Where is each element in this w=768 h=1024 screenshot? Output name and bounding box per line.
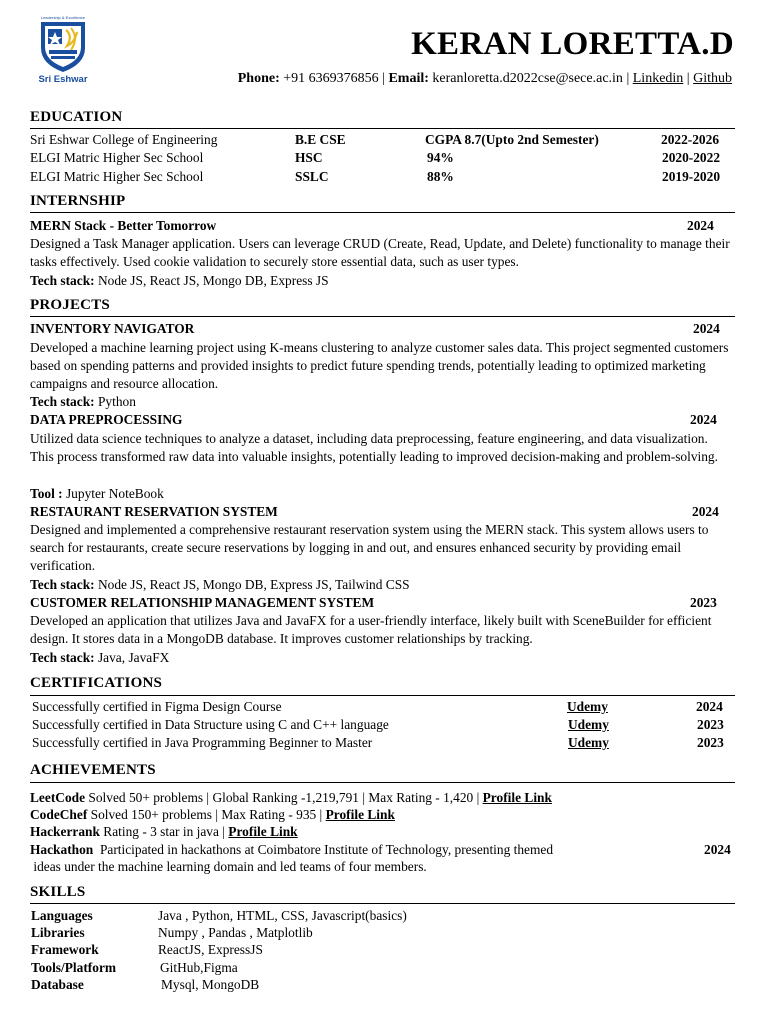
achievement-text: Rating - 3 star in java | <box>99 824 229 839</box>
project-tech <box>30 393 735 411</box>
logo-text: Sri Eshwar <box>38 74 88 85</box>
project-title <box>30 320 735 338</box>
hackathon-year: 2024 <box>704 842 731 857</box>
certification-row <box>30 717 735 735</box>
achievement-text: Participated in hackathons at Coimbatore Institute of Technology, presenting themed <box>93 842 554 857</box>
school-name: ELGI Matric Higher Sec School <box>30 169 204 184</box>
achievement-text: Solved 150+ problems | Max Rating - 935 | <box>87 807 326 822</box>
education-row <box>30 150 735 168</box>
certification-row <box>30 699 735 717</box>
internship-tech <box>30 272 735 290</box>
college-logo <box>35 12 91 88</box>
separator: | <box>382 71 385 86</box>
skill-row <box>30 960 735 978</box>
phone-value: +91 6369376856 <box>283 71 379 86</box>
project-year: 2023 <box>690 595 717 610</box>
education-row <box>30 132 735 150</box>
tech-value: Node JS, React JS, Mongo DB, Express JS <box>94 273 329 288</box>
tech-label: Tool : <box>30 486 63 501</box>
skill-value: Mysql, MongoDB <box>161 977 260 992</box>
achievement-item <box>30 823 735 841</box>
linkedin-link[interactable]: Linkedin <box>632 71 684 86</box>
project-description: Developed an application that utilizes Java and JavaFX for a user-friendly interface, likely built with SceneBuilder for efficient design. It stores data in a MongoDB database. It improves customer relationships by tracking. <box>30 613 712 647</box>
skill-value: ReactJS, ExpressJS <box>158 942 263 957</box>
skills-title: SKILLS <box>30 884 86 900</box>
skill-label: Database <box>31 977 84 992</box>
section-divider <box>30 128 735 129</box>
certification-text: Successfully certified in Java Programming Beginner to Master <box>32 735 373 750</box>
project-name: RESTAURANT RESERVATION SYSTEM <box>30 504 278 519</box>
achievement-item <box>30 806 735 824</box>
separator: | <box>686 71 690 86</box>
skill-label: Languages <box>31 908 93 923</box>
section-divider <box>30 212 735 213</box>
project-year: 2024 <box>690 412 717 427</box>
internship-role <box>30 217 735 235</box>
project-tech <box>30 485 735 503</box>
profile-link[interactable]: Profile Link <box>228 824 298 839</box>
internship-title: INTERNSHIP <box>30 193 126 209</box>
certification-text: Successfully certified in Data Structure using C and C++ language <box>32 717 389 732</box>
profile-link[interactable]: Profile Link <box>325 807 395 822</box>
tech-value: Node JS, React JS, Mongo DB, Express JS, Tailwind CSS <box>94 577 410 592</box>
email-value: keranloretta.d2022cse@sece.ac.in <box>432 71 623 86</box>
tech-value: Python <box>94 394 136 409</box>
section-divider <box>30 903 735 904</box>
email-label: Email: <box>388 71 429 86</box>
achievements-title: ACHIEVEMENTS <box>30 762 156 778</box>
years: 2020-2022 <box>662 150 721 165</box>
internship-year: 2024 <box>687 218 714 233</box>
achievement-item <box>30 789 735 807</box>
skill-value: Numpy , Pandas , Matplotlib <box>158 925 313 940</box>
candidate-name: KERAN LORETTA.D <box>411 26 734 62</box>
project-name: INVENTORY NAVIGATOR <box>30 321 195 336</box>
tech-label: Tech stack: <box>30 650 95 665</box>
github-link[interactable]: Github <box>693 71 732 86</box>
school-name: Sri Eshwar College of Engineering <box>30 132 218 147</box>
skill-label: Tools/Platform <box>31 960 117 975</box>
skill-row <box>30 925 735 943</box>
project-name: CUSTOMER RELATIONSHIP MANAGEMENT SYSTEM <box>30 595 375 610</box>
education-row <box>30 169 735 187</box>
project-name: DATA PREPROCESSING <box>30 412 183 427</box>
provider-link[interactable]: Udemy <box>568 735 609 750</box>
tech-label: Tech stack: <box>30 394 95 409</box>
project-tech <box>30 649 735 667</box>
achievement-label: Hackathon <box>30 842 94 857</box>
skill-label: Framework <box>31 942 99 957</box>
separator: | <box>626 71 630 86</box>
skill-value: GitHub,Figma <box>160 960 238 975</box>
project-description: Designed and implemented a comprehensive restaurant reservation system using the MERN stack. This system allows users to search for restaurants, create secure reservations by logging in and out, and ensures enhanced security by providing email verification. <box>30 522 709 574</box>
project-title <box>30 503 735 521</box>
tech-value: Java, JavaFX <box>94 650 170 665</box>
project-tech <box>30 576 735 594</box>
skill-row <box>30 977 735 995</box>
role-name: MERN Stack - Better Tomorrow <box>30 218 217 233</box>
education-title: EDUCATION <box>30 109 123 125</box>
years: 2022-2026 <box>661 132 720 147</box>
logo-tagline: Leadership & Excellence <box>40 15 86 20</box>
score: CGPA 8.7(Upto 2nd Semester) <box>425 132 599 147</box>
certification-year: 2023 <box>697 717 724 732</box>
contact-line <box>238 71 732 87</box>
provider-link[interactable]: Udemy <box>568 717 609 732</box>
profile-link[interactable]: Profile Link <box>482 790 552 805</box>
certification-year: 2024 <box>696 699 723 714</box>
degree: HSC <box>295 150 323 165</box>
project-description: Developed a machine learning project using K-means clustering to analyze customer sales data. This project segmented customers based on spending patterns and provided insights to predict future spending trends, potentially leading to optimized marketing campaigns and resource allocation. <box>30 340 729 392</box>
achievement-label: Hackerrank <box>30 824 100 839</box>
certification-text: Successfully certified in Figma Design Course <box>32 699 282 714</box>
internship-description: Designed a Task Manager application. Users can leverage CRUD (Create, Read, Update, and Delete) functionality to manage their tasks effectively. Used cookie validation to securely store essential data, such as user types. <box>30 236 730 270</box>
degree: B.E CSE <box>295 132 346 147</box>
certification-row <box>30 735 735 753</box>
section-divider <box>30 316 735 317</box>
degree: SSLC <box>295 169 329 184</box>
hackathon-text-cont: ideas under the machine learning domain and led teams of four members. <box>30 859 427 874</box>
tech-label: Tech stack: <box>30 577 95 592</box>
project-year: 2024 <box>693 321 720 336</box>
certification-year: 2023 <box>697 735 724 750</box>
project-title <box>30 411 735 429</box>
project-year: 2024 <box>692 504 719 519</box>
tech-label: Tech stack: <box>30 273 95 288</box>
skill-value: Java , Python, HTML, CSS, Javascript(basics) <box>158 908 407 923</box>
certifications-title: CERTIFICATIONS <box>30 675 163 691</box>
hackathon-item <box>30 841 735 859</box>
achievement-text: Solved 50+ problems | Global Ranking -1,219,791 | Max Rating - 1,420 | <box>85 790 483 805</box>
projects-title: PROJECTS <box>30 297 110 313</box>
score: 88% <box>427 169 454 184</box>
skill-row <box>30 942 735 960</box>
school-name: ELGI Matric Higher Sec School <box>30 150 204 165</box>
skill-row <box>30 908 735 926</box>
achievement-label: LeetCode <box>30 790 86 805</box>
phone-label: Phone: <box>237 71 280 86</box>
tech-value: Jupyter NoteBook <box>62 486 164 501</box>
project-title <box>30 594 735 612</box>
achievement-label: CodeChef <box>30 807 88 822</box>
years: 2019-2020 <box>662 169 721 184</box>
section-divider <box>30 695 735 696</box>
section-divider <box>30 782 735 783</box>
skill-label: Libraries <box>31 925 85 940</box>
score: 94% <box>427 150 454 165</box>
provider-link[interactable]: Udemy <box>567 699 608 714</box>
project-description: Utilized data science techniques to analyze a dataset, including data preprocessing, feature engineering, and data visualization. This process transformed raw data into valuable insights, potentially leading to improved decision-making and problem-solving. <box>30 431 718 465</box>
